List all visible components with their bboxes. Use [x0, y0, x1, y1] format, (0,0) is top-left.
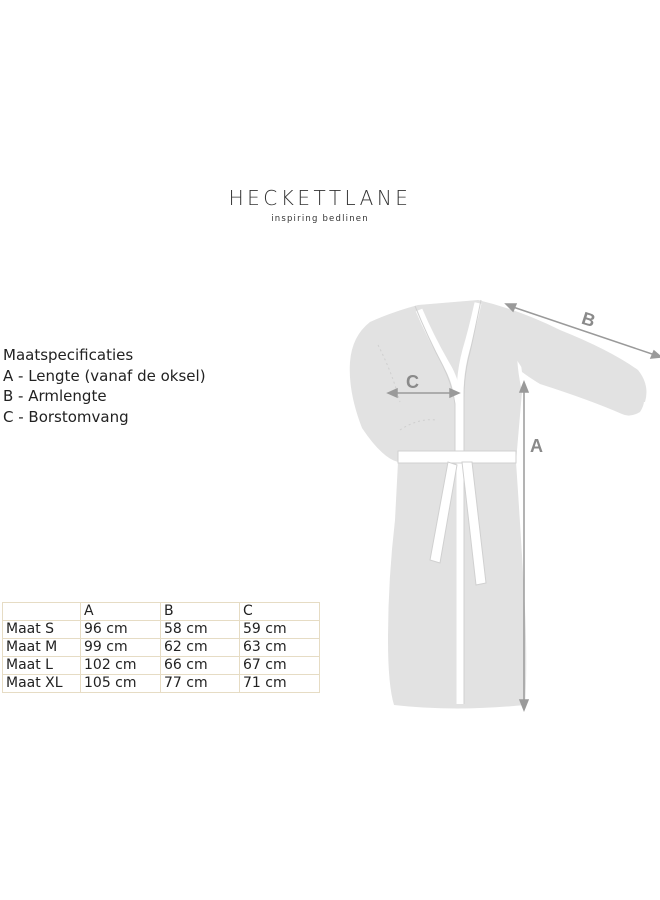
table-header-cell: [3, 603, 81, 621]
table-header-row: [3, 603, 320, 621]
table-header-cell: A: [81, 603, 161, 621]
table-cell: 67 cm: [240, 657, 320, 675]
table-cell: 66 cm: [161, 657, 240, 675]
table-header-cell: B: [161, 603, 240, 621]
table-cell: Maat M: [3, 639, 81, 657]
arrow-b-head-right: [651, 351, 660, 358]
table-row: [3, 675, 320, 693]
table-cell: 96 cm: [81, 621, 161, 639]
table-cell: Maat L: [3, 657, 81, 675]
table-cell: 77 cm: [161, 675, 240, 693]
spec-line-b: B - Armlengte: [3, 387, 107, 405]
table-row: [3, 657, 320, 675]
table-cell: 99 cm: [81, 639, 161, 657]
size-table: [2, 602, 320, 693]
label-c: C: [406, 372, 419, 392]
arrow-a-head-bottom: [520, 700, 528, 710]
label-b: B: [579, 308, 598, 332]
table-cell: Maat XL: [3, 675, 81, 693]
table-cell: 63 cm: [240, 639, 320, 657]
table-cell: 58 cm: [161, 621, 240, 639]
table-cell: 62 cm: [161, 639, 240, 657]
brand-name: HECKETTLANE: [228, 186, 412, 210]
table-cell: 59 cm: [240, 621, 320, 639]
label-a: A: [530, 436, 543, 456]
arrow-a-head-top: [520, 382, 528, 392]
spec-line-a: A - Lengte (vanaf de oksel): [3, 366, 206, 385]
table-cell: 71 cm: [240, 675, 320, 693]
spec-line-c: C - Borstomvang: [3, 407, 129, 426]
table-cell: 105 cm: [81, 675, 161, 693]
table-row: [3, 639, 320, 657]
table-cell: 102 cm: [81, 657, 161, 675]
table-header-cell: C: [240, 603, 320, 621]
specs-title: Maatspecificaties: [3, 346, 134, 364]
table-cell: Maat S: [3, 621, 81, 639]
robe-belt: [398, 451, 516, 463]
table-row: [3, 621, 320, 639]
brand-tagline: inspiring bedlinen: [271, 214, 369, 224]
